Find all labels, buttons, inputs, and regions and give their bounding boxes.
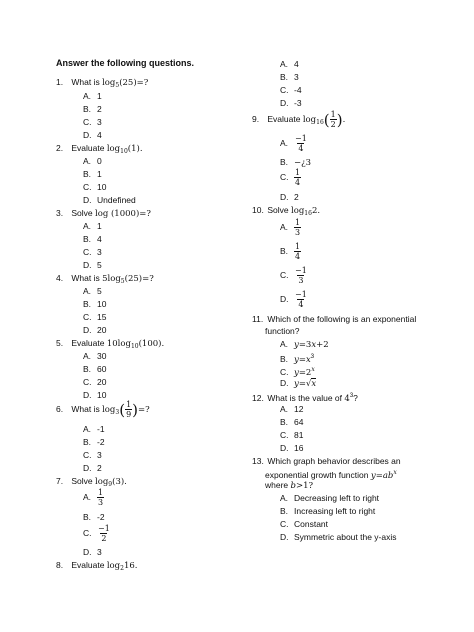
option-10a[interactable]: A. $\frac{1}{3}$: [280, 218, 301, 238]
option-8a[interactable]: A. 4: [280, 59, 299, 69]
option-11d[interactable]: D. y=√x: [280, 378, 317, 389]
option-4a[interactable]: A. 5: [83, 286, 102, 296]
option-10c[interactable]: C. $\frac{-1}{3}$: [280, 266, 307, 286]
option-12b[interactable]: B. 64: [280, 417, 304, 427]
question-6: 6. What is $\log_3$( $\frac{1}{9}$ )=?: [56, 400, 150, 420]
question-11: 11. Which of the following is an exponential: [252, 314, 417, 324]
option-13b[interactable]: B. Increasing left to right: [280, 506, 376, 516]
question-13-line2: exponential growth function $y=ab^x$: [265, 469, 397, 481]
option-9d[interactable]: D. 2: [280, 192, 299, 202]
option-2d[interactable]: D. Undefined: [83, 195, 136, 205]
option-12a[interactable]: A. 12: [280, 404, 304, 414]
fraction-1-9: $\frac{1}{9}$: [126, 400, 132, 420]
option-10d[interactable]: D. $\frac{-1}{4}$: [280, 290, 307, 310]
option-3c[interactable]: C. 3: [83, 247, 102, 257]
question-11-line2: function?: [265, 326, 300, 336]
option-4d[interactable]: D. 20: [83, 325, 107, 335]
option-3d[interactable]: D. 5: [83, 260, 102, 270]
option-5b[interactable]: B. 60: [83, 364, 107, 374]
option-1d[interactable]: D. 4: [83, 130, 102, 140]
option-2c[interactable]: C. 10: [83, 182, 107, 192]
option-9a[interactable]: A. $\frac{-1}{4}$: [280, 134, 307, 154]
option-11b[interactable]: B. $y=x^3$: [280, 354, 315, 365]
question-13: 13. Which graph behavior describes an: [252, 456, 401, 466]
question-10: 10. Solve $\log_{16}2$.: [252, 205, 321, 217]
option-7d[interactable]: D. 3: [83, 547, 102, 557]
option-9c[interactable]: C. $\frac{1}{4}$: [280, 168, 301, 188]
option-7b[interactable]: B. -2: [83, 512, 105, 522]
option-2b[interactable]: B. 1: [83, 169, 102, 179]
option-12c[interactable]: C. 81: [280, 430, 304, 440]
option-8c[interactable]: C. -4: [280, 85, 302, 95]
option-13a[interactable]: A. Decreasing left to right: [280, 493, 380, 503]
option-7c[interactable]: C. $\frac{-1}{2}$: [83, 524, 110, 544]
option-3a[interactable]: A. 1: [83, 221, 102, 231]
option-8d[interactable]: D. -3: [280, 98, 302, 108]
option-6c[interactable]: C. 3: [83, 450, 102, 460]
option-3b[interactable]: B. 4: [83, 234, 102, 244]
option-5a[interactable]: A. 30: [83, 351, 107, 361]
option-5d[interactable]: D. 10: [83, 390, 107, 400]
option-6a[interactable]: A. -1: [83, 424, 105, 434]
option-6b[interactable]: B. -2: [83, 437, 105, 447]
option-9b[interactable]: B. −¿3: [280, 157, 312, 168]
question-3: 3. Solve log (1000)=?: [56, 208, 151, 219]
option-1c[interactable]: C. 3: [83, 117, 102, 127]
option-6d[interactable]: D. 2: [83, 463, 102, 473]
question-9: 9. Evaluate $\log_{16}$( $\frac{1}{2}$ ).: [252, 110, 346, 130]
question-13-line3: where b>1?: [265, 480, 314, 491]
question-5: 5. Evaluate $10\log_{10}(100)$.: [56, 338, 165, 350]
option-2a[interactable]: A. 0: [83, 156, 102, 166]
option-13c[interactable]: C. Constant: [280, 519, 329, 529]
option-13d[interactable]: D. Symmetric about the y-axis: [280, 532, 397, 542]
option-11c[interactable]: C. $y=2^x$: [280, 366, 315, 378]
option-8b[interactable]: B. 3: [280, 72, 299, 82]
option-1a[interactable]: A. 1: [83, 91, 102, 101]
question-12: 12. What is the value of $4^3$?: [252, 393, 358, 404]
question-8: 8. Evaluate $\log_216$.: [56, 560, 138, 572]
option-1b[interactable]: B. 2: [83, 104, 102, 114]
option-7a[interactable]: A. $\frac{1}{3}$: [83, 488, 104, 508]
question-7: 7. Solve $\log_9(3)$.: [56, 476, 127, 488]
option-11a[interactable]: A. y=3x+2: [280, 339, 329, 350]
option-4b[interactable]: B. 10: [83, 299, 107, 309]
worksheet-heading: Answer the following questions.: [56, 58, 195, 68]
option-4c[interactable]: C. 15: [83, 312, 107, 322]
question-4: 4. What is $5\log_5(25)=$?: [56, 273, 154, 285]
option-5c[interactable]: C. 20: [83, 377, 107, 387]
option-12d[interactable]: D. 16: [280, 443, 304, 453]
question-1: 1. What is $\log_5(25)=$?: [56, 77, 149, 89]
question-2: 2. Evaluate $\log_{10}(1)$.: [56, 143, 143, 155]
option-10b[interactable]: B. $\frac{1}{4}$: [280, 242, 301, 262]
